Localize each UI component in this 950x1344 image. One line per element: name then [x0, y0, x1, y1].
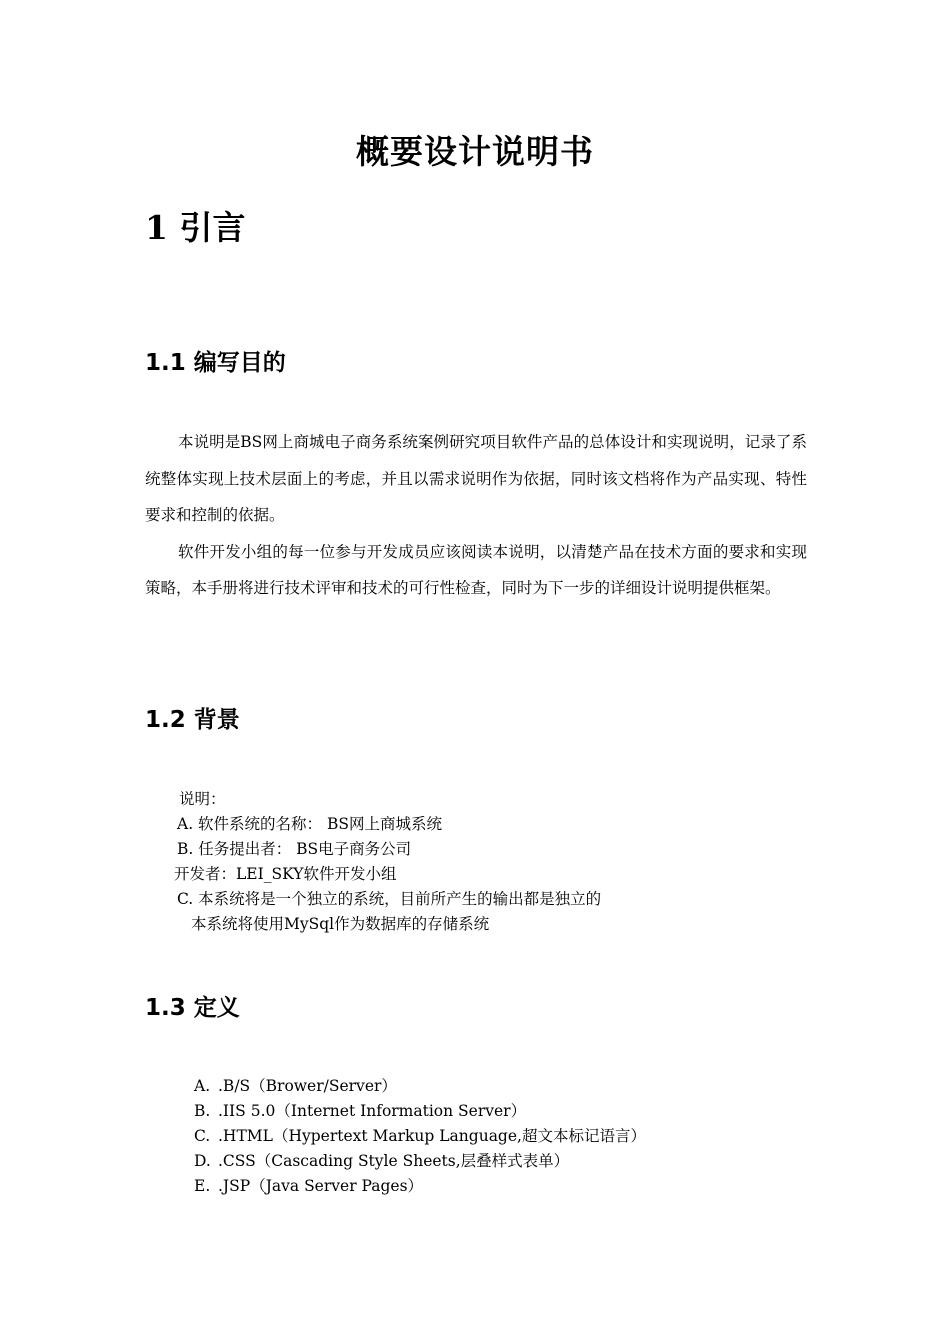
list-item	[194, 1149, 646, 1174]
section-heading-definitions: 1.3 定义	[145, 995, 240, 1021]
section-heading-background: 1.2 背景	[145, 707, 240, 733]
background-line: B. 任务提出者： BS电子商务公司	[177, 840, 412, 858]
list-item	[194, 1099, 646, 1124]
list-marker: A.	[194, 1077, 211, 1095]
background-line: A. 软件系统的名称： BS网上商城系统	[177, 815, 442, 833]
list-marker: D.	[194, 1152, 211, 1170]
paragraph: 本说明是BS网上商城电子商务系统案例研究项目软件产品的总体设计和实现说明，记录了系统整体实现上技术层面上的考虑，并且以需求说明作为依据，同时该文档将作为产品实现、特性要求和控制的依据。	[145, 433, 807, 524]
definition-text: .JSP（Java Server Pages）	[218, 1177, 424, 1195]
list-item	[194, 1074, 646, 1099]
list-marker: C.	[194, 1127, 211, 1145]
list-item	[194, 1174, 646, 1199]
list-item	[194, 1124, 646, 1149]
purpose-body	[145, 424, 807, 607]
background-line: 开发者：LEI_SKY软件开发小组	[174, 865, 397, 883]
section-heading-purpose: 1.1 编写目的	[145, 350, 286, 376]
background-line: C. 本系统将是一个独立的系统，目前所产生的输出都是独立的	[177, 890, 602, 908]
list-marker: B.	[194, 1102, 211, 1120]
list-marker: E.	[194, 1177, 211, 1195]
definition-text: .IIS 5.0（Internet Information Server）	[218, 1102, 527, 1120]
definition-text: .CSS（Cascading Style Sheets,层叠样式表单）	[218, 1152, 570, 1170]
background-line: 说明：	[179, 790, 226, 808]
definitions-list	[194, 1074, 646, 1199]
definition-text: .B/S（Brower/Server）	[218, 1077, 397, 1095]
definition-text: .HTML（Hypertext Markup Language,超文本标记语言）	[218, 1127, 646, 1145]
chapter-heading: 1 引言	[145, 208, 246, 247]
document-title: 概要设计说明书	[356, 132, 594, 171]
paragraph: 软件开发小组的每一位参与开发成员应该阅读本说明，以清楚产品在技术方面的要求和实现策略，本手册将进行技术评审和技术的可行性检查，同时为下一步的详细设计说明提供框架。	[145, 542, 807, 597]
background-line: 本系统将使用MySql作为数据库的存储系统	[191, 915, 490, 933]
